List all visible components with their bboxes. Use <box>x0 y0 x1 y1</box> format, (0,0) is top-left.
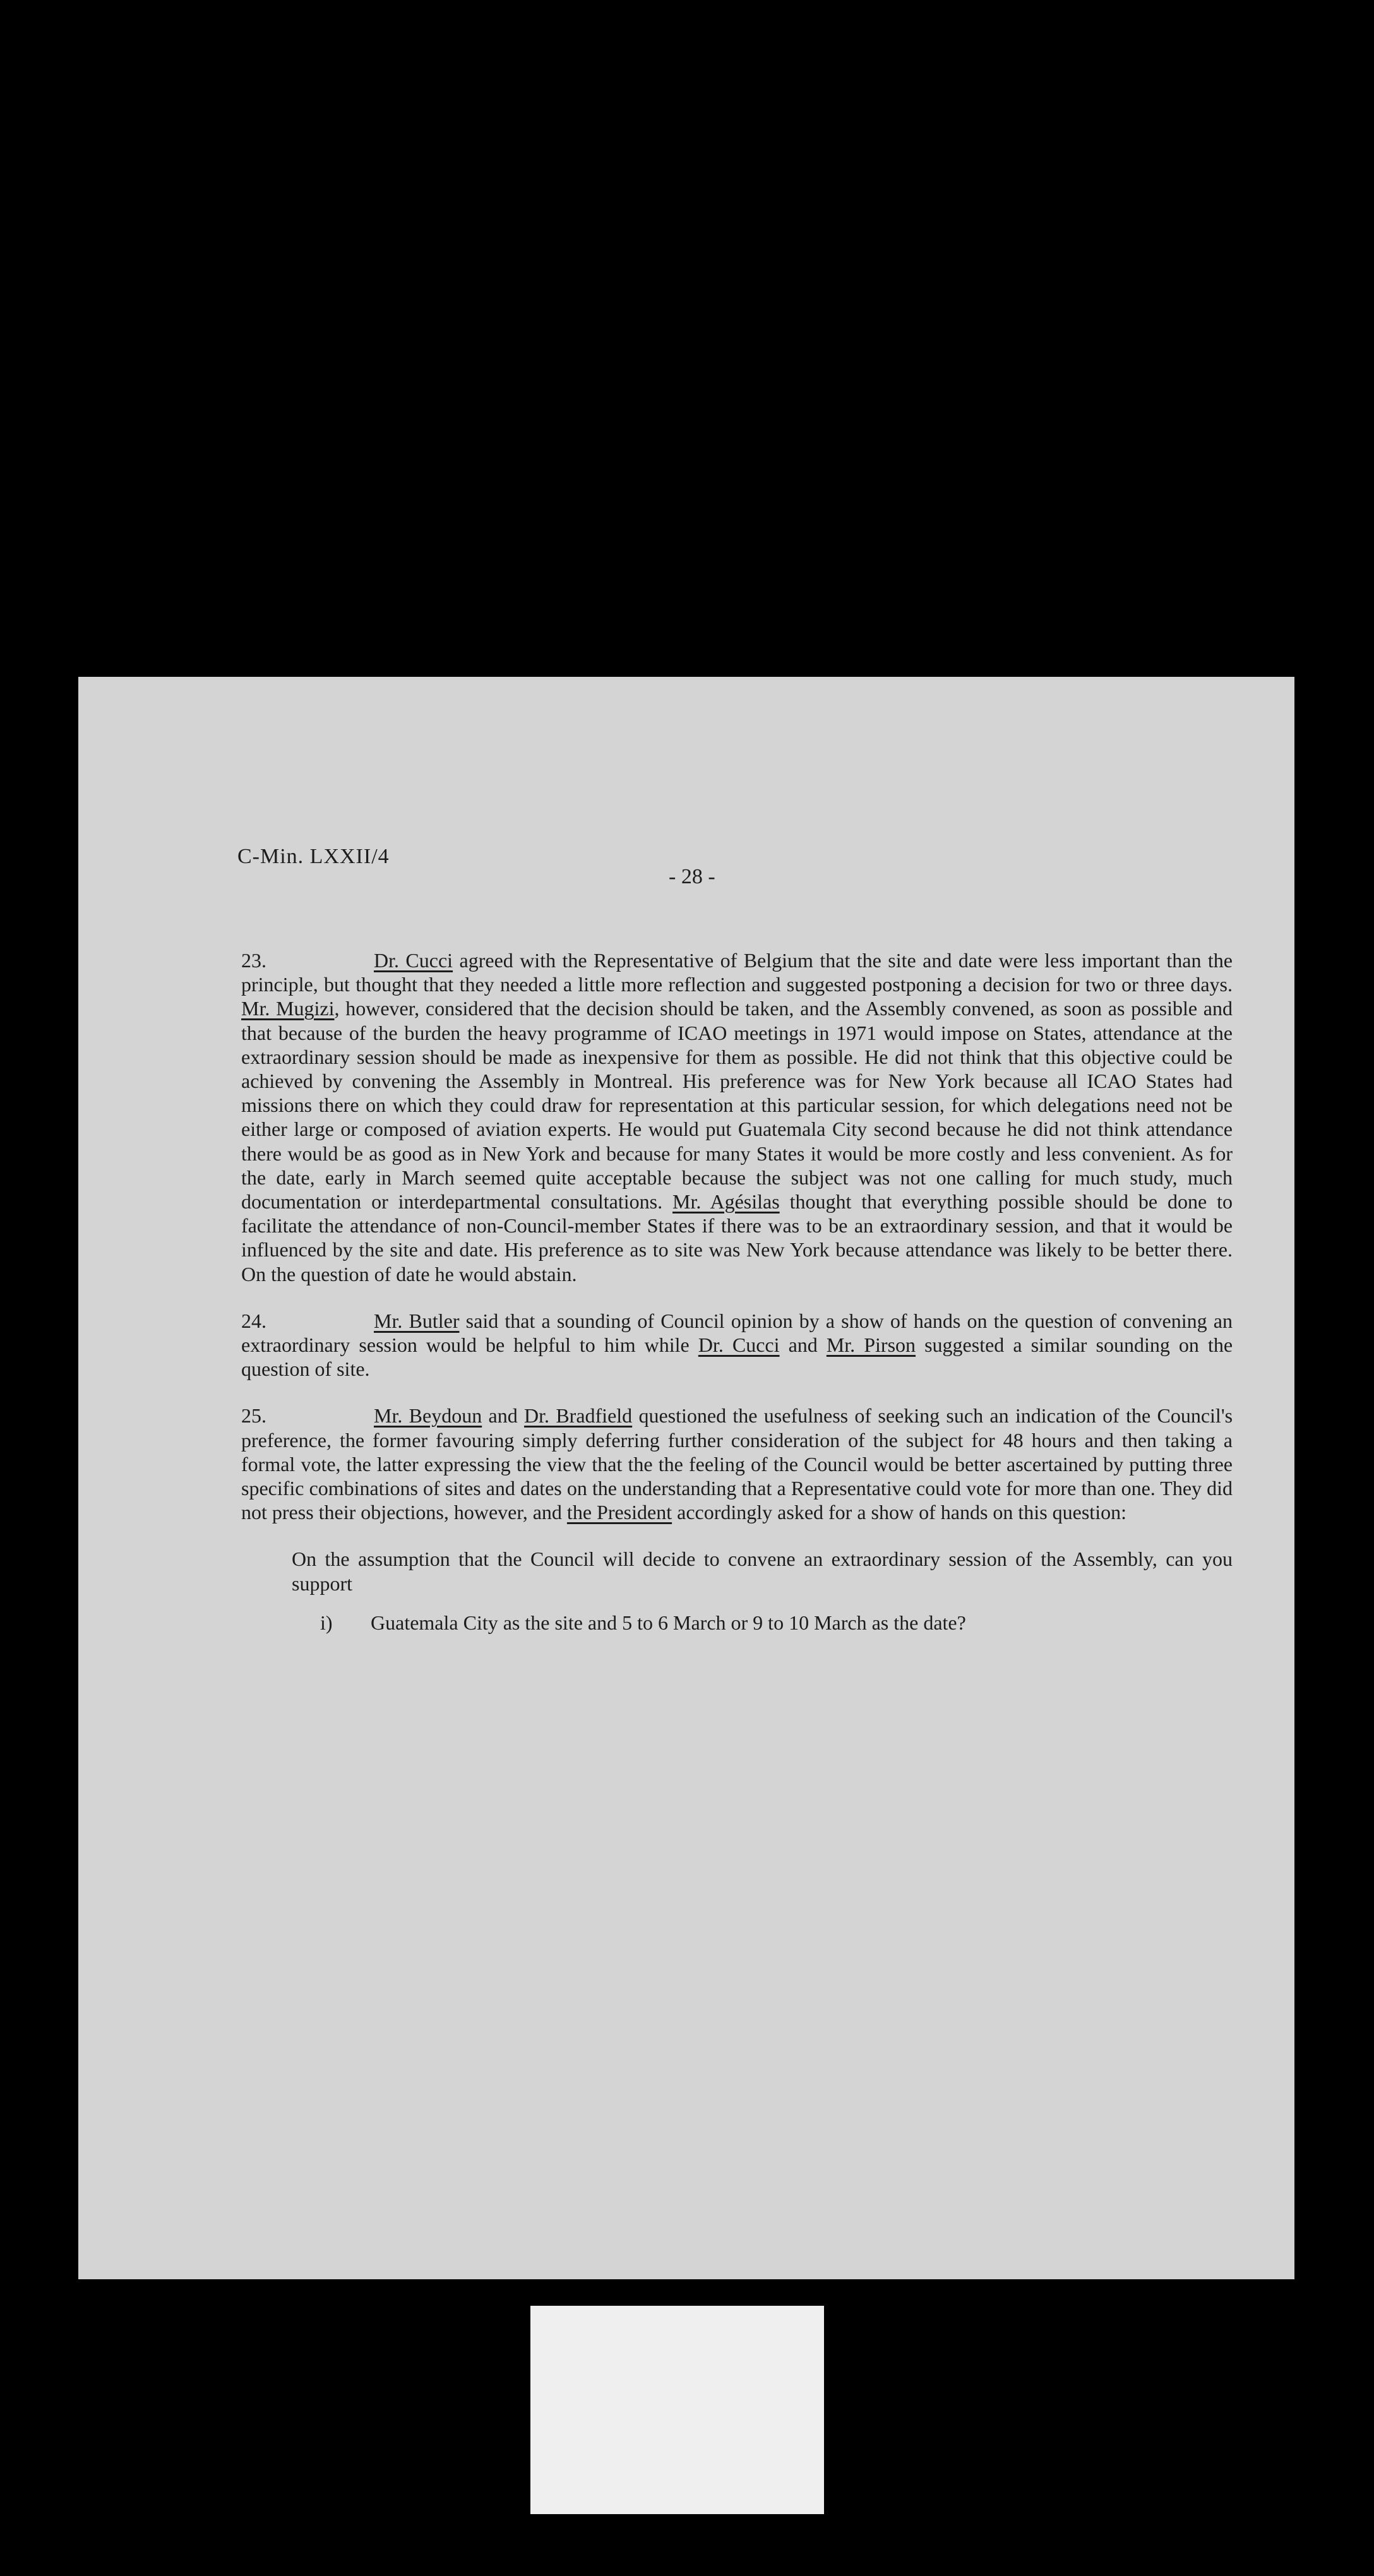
speaker-name: Mr. Beydoun <box>374 1404 482 1428</box>
blank-card <box>530 2306 824 2514</box>
paragraph-list <box>241 948 1233 1524</box>
speaker-name: the President <box>566 1501 672 1524</box>
paragraph-text: thought that everything possible should be done to facilitate the attendance of non-Council-member States if there was to be an extraordinary session, and that it would be influenced by the site and date. His preference as to site was New York because attendance was likely to be better there. On the question of date he would abstain. <box>241 1190 1233 1285</box>
question-item-text: Guatemala City as the site and 5 to 6 March or 9 to 10 March as the date? <box>371 1611 966 1634</box>
paragraph-25 <box>241 1404 1233 1524</box>
speaker-name: Mr. Mugizi <box>241 997 335 1020</box>
page-number: - 28 - <box>669 865 715 888</box>
paragraph-text: and <box>779 1333 827 1357</box>
document-reference: C-Min. LXXII/4 <box>237 845 390 868</box>
speaker-name: Mr. Butler <box>374 1309 460 1332</box>
paragraph-text: said that a sounding of Council opinion by a show of hands on the question of convening an extraordinary session would be helpful to him while <box>241 1309 1233 1357</box>
speaker-name: Dr. Bradfield <box>524 1404 633 1428</box>
question-item-number: i) <box>320 1611 333 1634</box>
paragraph-text: questioned the usefulness of seeking such an indication of the Council's preference, the former favouring simply deferring further consideration of the subject for 48 hours and then taking a formal vote, the latter expressing the view that the the feeling of the Council would be better ascertained by putting three specific combinations of sites and dates on the understanding that a Representative could vote for more than one. They did not press their objections, however, and <box>241 1404 1233 1524</box>
question-item <box>320 1611 1233 1635</box>
paragraph-text: and <box>482 1404 525 1428</box>
paragraph-23 <box>241 948 1233 1286</box>
speaker-name: Mr. Pirson <box>826 1333 916 1357</box>
paragraph-text: agreed with the Representative of Belgium that the site and date were less important than the principle, but thought that they needed a little more reflection and suggested postponing a decision for two or three days. <box>241 949 1233 996</box>
paragraph-number: 25. <box>241 1404 266 1428</box>
paragraph-24 <box>241 1309 1233 1381</box>
paragraph-text: , however, considered that the decision should be taken, and the Assembly convened, as soon as possible and that because of the burden the heavy programme of ICAO meetings in 1971 would impose on States, attendance at the extraordinary session should be made as inexpensive for them as possible. He did not think that this objective could be achieved by convening the Assembly in Montreal. His preference was for New York because all ICAO States had missions there on which they could draw for representation at this particular session, for which delegations need not be either large or composed of aviation experts. He would put Guatemala City second because he did not think attendance there would be as good as in New York and because for many States it would be more costly and less convenient. As for the date, early in March seemed quite acceptable because the subject was not one calling for much study, much documentation or interdepartmental consultations. <box>241 997 1233 1213</box>
question-list <box>241 1611 1233 1635</box>
paragraph-number: 23. <box>241 949 266 972</box>
paragraph-text: suggested a similar sounding on the question of site. <box>241 1333 1233 1381</box>
question-intro: On the assumption that the Council will decide to convene an extraordinary session of the Assembly, can you support <box>292 1547 1233 1595</box>
paragraph-text: accordingly asked for a show of hands on this question: <box>672 1501 1126 1524</box>
scanned-page <box>78 677 1294 2279</box>
speaker-name: Dr. Cucci <box>374 949 453 972</box>
minutes-body <box>241 948 1233 1635</box>
speaker-name: Dr. Cucci <box>698 1333 780 1357</box>
paragraph-number: 24. <box>241 1309 266 1332</box>
speaker-name: Mr. Agésilas <box>672 1190 780 1213</box>
